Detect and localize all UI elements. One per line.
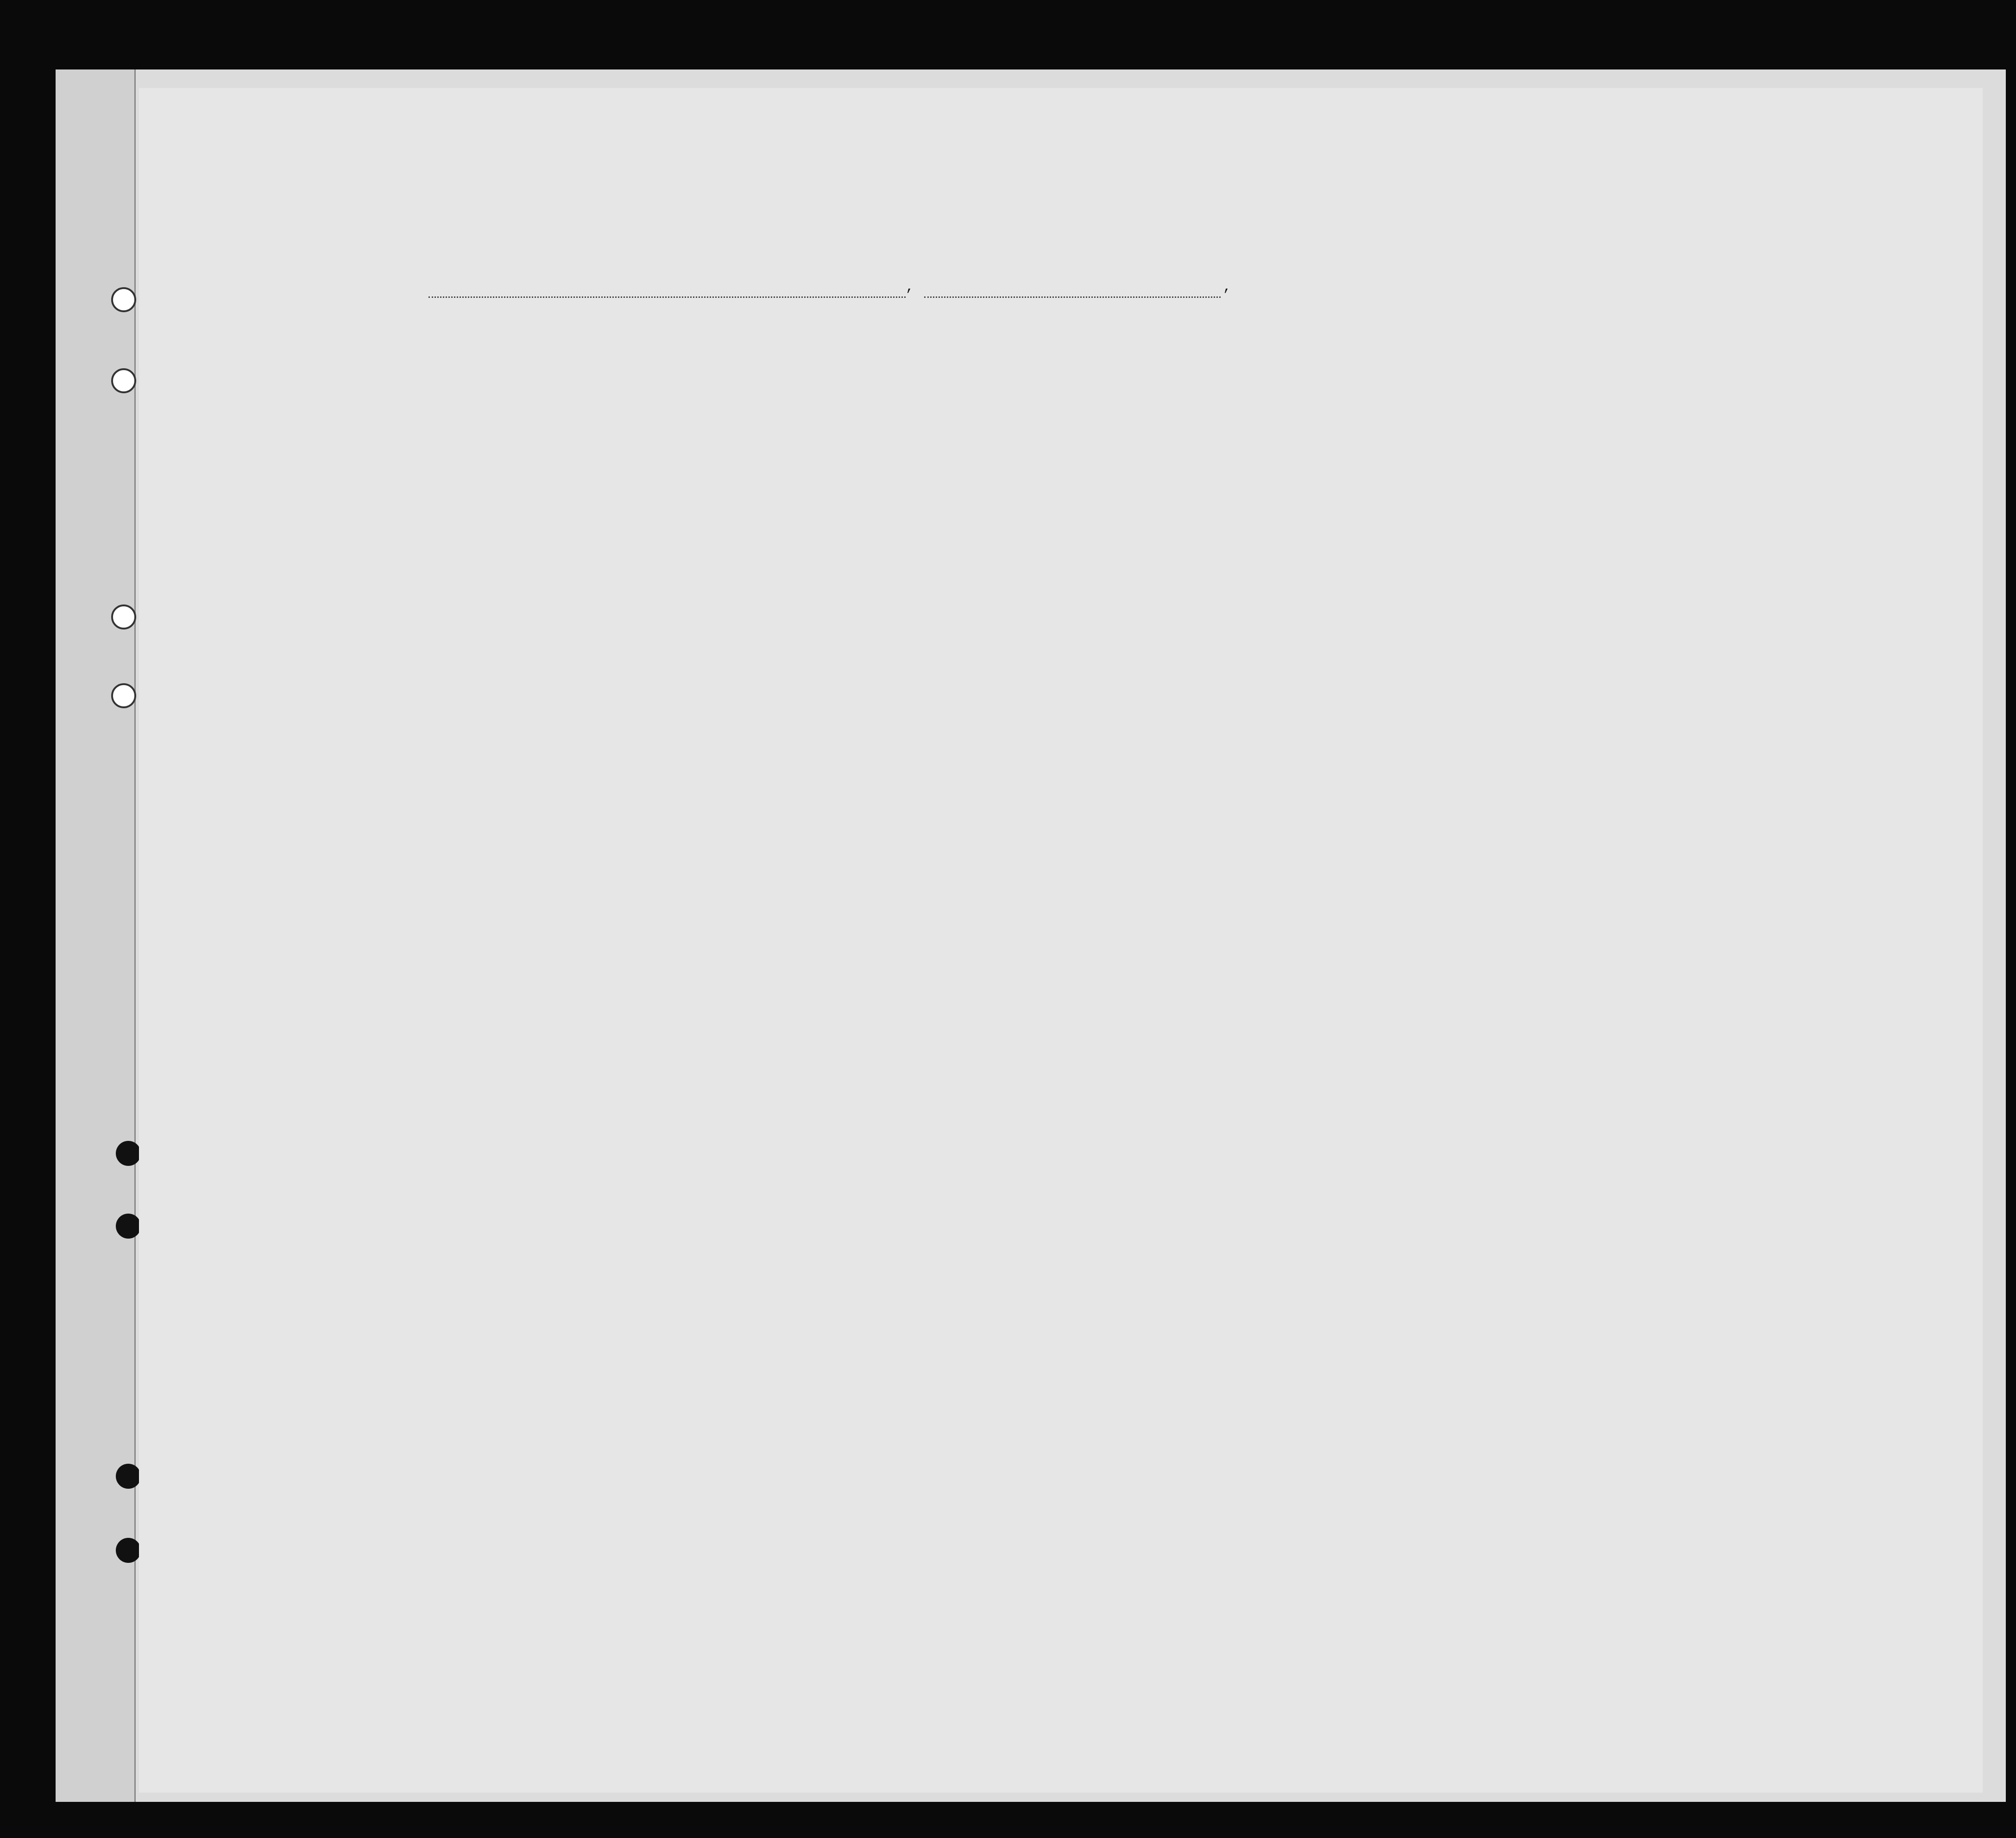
header-ticket: [653, 361, 672, 477]
header-purpose-return: [1202, 380, 1224, 484]
header-overthrow: [1390, 359, 1441, 482]
header-inches: [1663, 431, 1677, 468]
header-fifty-dollars: [770, 359, 788, 479]
header-polygamist: [1349, 359, 1363, 479]
header-feet: [1640, 431, 1654, 468]
separator-comma: ,: [906, 279, 914, 295]
header-excluded: [1481, 359, 1500, 482]
header-purpose-length: [1230, 380, 1252, 484]
separator-comma: ,: [1223, 279, 1232, 295]
header-purpose-citizen: [1256, 380, 1279, 484]
header-prison: [1302, 359, 1329, 484]
header-deported: [1506, 359, 1525, 482]
header-anarchist: [1374, 359, 1388, 479]
header-labor-offer: [1448, 359, 1475, 482]
